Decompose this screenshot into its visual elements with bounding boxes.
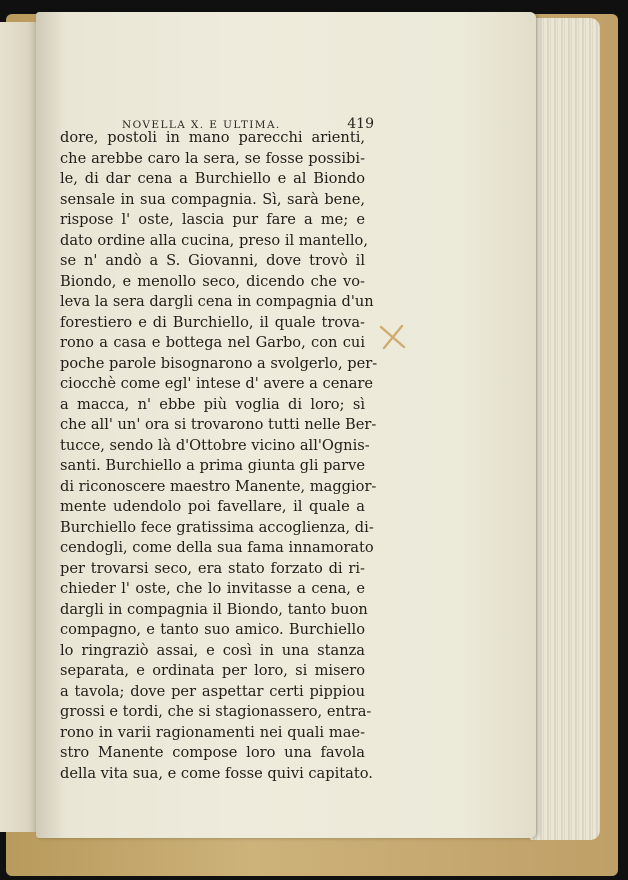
text-line: chieder l' oste, che lo invitasse a cena, e — [60, 580, 365, 597]
text-line: che arebbe caro la sera, se fosse possibi- — [60, 149, 365, 167]
text-line: le, di dar cena a Burchiello e al Biondo — [60, 170, 365, 187]
text-line: dato ordine alla cucina, preso il mantello, — [60, 231, 368, 249]
show-through-text — [70, 668, 360, 682]
text-line: dargli in compagnia il Biondo, tanto buon — [60, 600, 368, 618]
body-text — [60, 128, 378, 784]
text-line: separata, e ordinata per loro, si misero — [60, 662, 365, 679]
text-line: dore, postoli in mano parecchi arienti, — [60, 129, 365, 146]
text-line: sensale in sua compagnia. Sì, sarà bene, — [60, 190, 365, 208]
text-line: lo ringraziò assai, e così in una stanza — [60, 641, 365, 659]
text-line: tucce, sendo là d'Ottobre vicino all'Ognis- — [60, 436, 370, 454]
text-line: rono in varii ragionamenti nei quali mae- — [60, 723, 365, 741]
text-line: che all' un' ora si trovarono tutti nelle Ber- — [60, 416, 377, 433]
text-line: stro Manente compose loro una favola — [60, 744, 365, 761]
text-line: Burchiello fece gratissima accoglienza, di- — [60, 518, 374, 536]
text-line: santi. Burchiello a prima giunta gli parve — [60, 457, 365, 474]
text-line: poche parole bisognarono a svolgerlo, per- — [60, 354, 378, 372]
text-line: forestiero e di Burchiello, il quale trova- — [60, 313, 365, 331]
text-line: rispose l' oste, lascia pur fare a me; e — [60, 211, 365, 228]
page-number: 419 — [347, 116, 374, 132]
text-line: a tavola; dove per aspettar certi pippiou — [60, 682, 365, 700]
text-line: leva la sera dargli cena in compagnia d'un — [60, 293, 374, 310]
pencil-x-mark — [378, 322, 408, 352]
text-line: compagno, e tanto suo amico. Burchiello — [60, 621, 365, 638]
text-line: Biondo, e menollo seco, dicendo che vo- — [60, 272, 365, 290]
left-page-edge — [0, 22, 40, 832]
text-line: cendogli, come della sua fama innamorato — [60, 539, 374, 556]
text-line: di riconoscere maestro Manente, maggior- — [60, 477, 377, 495]
running-head-title: NOVELLA X. E ULTIMA. — [122, 119, 281, 131]
text-line: grossi e tordi, che si stagionassero, entra- — [60, 703, 372, 720]
page-block-edges — [530, 18, 600, 840]
text-line: mente udendolo poi favellare, il quale a — [60, 498, 365, 515]
text-line: della vita sua, e come fosse quivi capitato. — [60, 764, 373, 782]
text-line: se n' andò a S. Giovanni, dove trovò il — [60, 252, 365, 269]
text-line: per trovarsi seco, era stato forzato di ri- — [60, 559, 365, 577]
text-line: a macca, n' ebbe più voglia di loro; sì — [60, 395, 365, 413]
text-line: rono a casa e bottega nel Garbo, con cui — [60, 334, 365, 351]
text-line: ciocchè come egl' intese d' avere a cenare — [60, 375, 374, 392]
